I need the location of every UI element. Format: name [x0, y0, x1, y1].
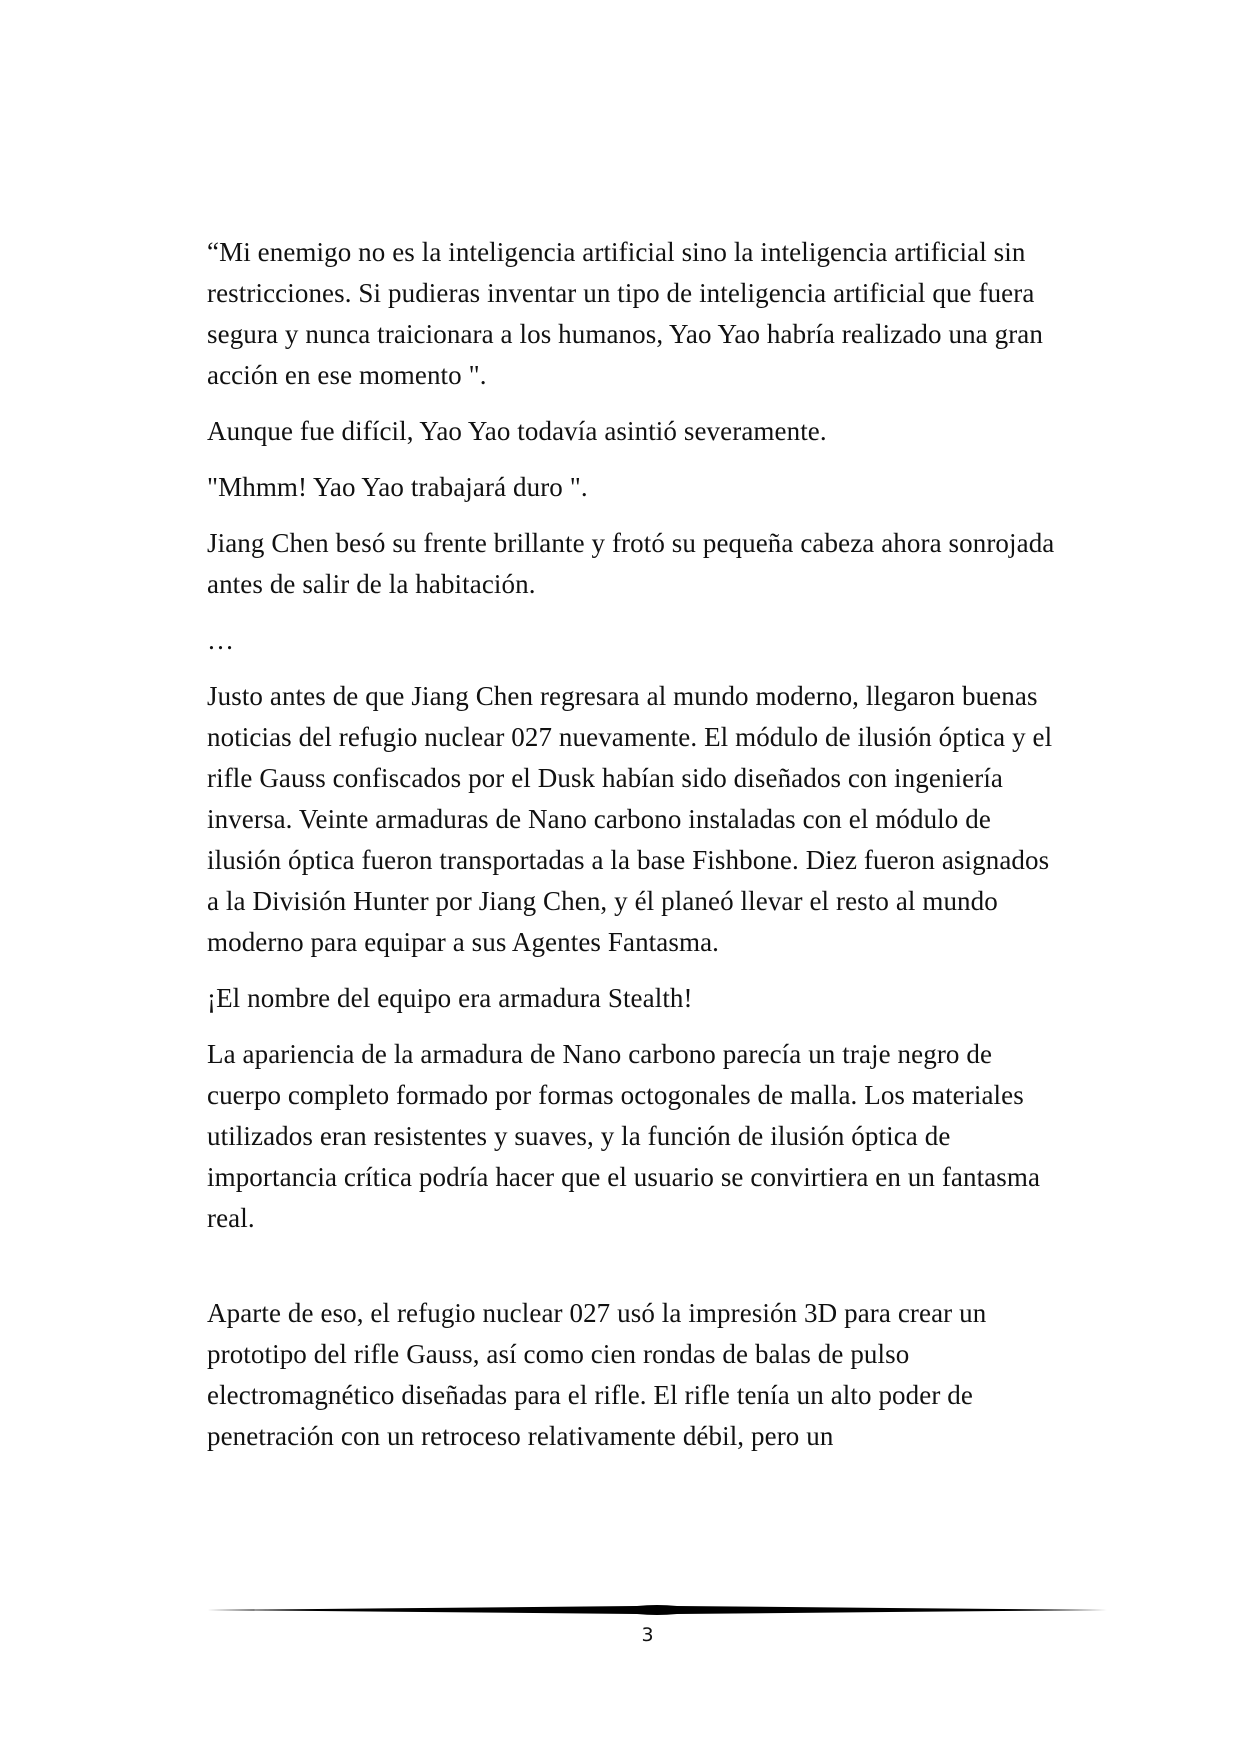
paragraph-8: Aparte de eso, el refugio nuclear 027 usó la impresión 3D para crear un prototipo del rifle Gauss, así como cien rondas de balas de pulso electromagnético diseñadas para el rifle. El rifle tenía un alto poder de penetración con un retroceso relativamente débil, pero un — [207, 1298, 987, 1451]
paragraph-5: Justo antes de que Jiang Chen regresara al mundo moderno, llegaron buenas noticias del refugio nuclear 027 nuevamente. El módulo de ilusión óptica y el rifle Gauss confiscados por el Dusk habían sido diseñados con ingeniería inversa. Veinte armaduras de Nano carbono instaladas con el módulo de ilusión óptica fueron transportadas a la base Fishbone. Diez fueron asignados a la División Hunter por Jiang Chen, y él planeó llevar el resto al mundo moderno para equipar a sus Agentes Fantasma. — [207, 681, 1053, 957]
paragraph-7: La apariencia de la armadura de Nano carbono parecía un traje negro de cuerpo completo formado por formas octogonales de malla. Los materiales utilizados eran resistentes y suaves, y la función de ilusión óptica de importancia crítica podría hacer que el usuario se convirtiera en un fantasma real. — [207, 1039, 1041, 1233]
paragraph-4: Jiang Chen besó su frente brillante y frotó su pequeña cabeza ahora sonrojada antes de salir de la habitación. — [207, 528, 1055, 599]
paragraph-6: ¡El nombre del equipo era armadura Stealth! — [207, 983, 693, 1013]
page-number: 3 — [641, 1624, 654, 1646]
paragraph-2: Aunque fue difícil, Yao Yao todavía asintió severamente. — [207, 416, 827, 446]
footer-divider — [207, 1604, 1107, 1616]
paragraph-3: "Mhmm! Yao Yao trabajará duro ". — [207, 472, 588, 502]
paragraph-1: “Mi enemigo no es la inteligencia artificial sino la inteligencia artificial sin restricciones. Si pudieras inventar un tipo de inteligencia artificial que fuera segura y nunca traicionara a los humanos, Yao Yao habría realizado una gran acción en ese momento ". — [207, 237, 1043, 390]
body-text — [207, 232, 1067, 1472]
scene-break-ellipsis: … — [207, 625, 235, 655]
